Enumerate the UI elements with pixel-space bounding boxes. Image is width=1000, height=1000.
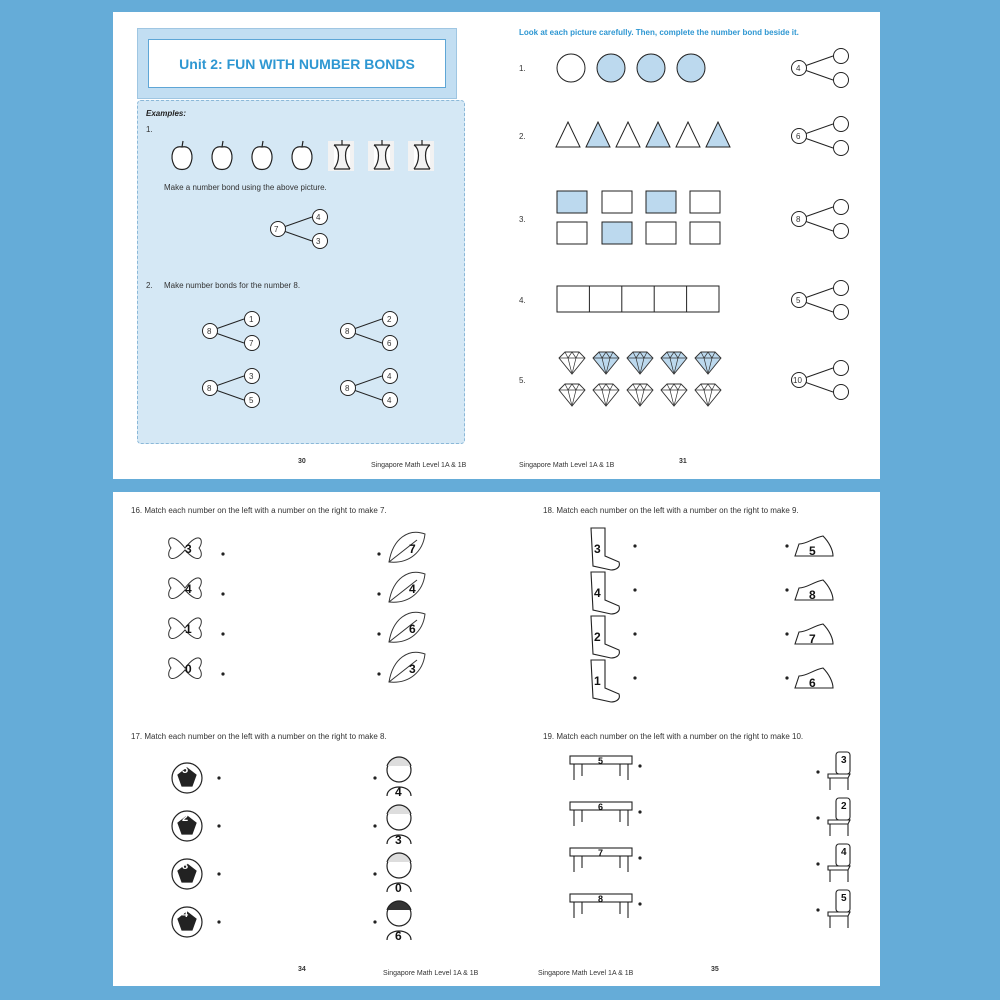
q17-right-number: 0 bbox=[395, 881, 402, 895]
q18-left-number: 2 bbox=[594, 630, 601, 644]
q19-right-number: 4 bbox=[841, 847, 847, 858]
apple-icon bbox=[212, 141, 232, 170]
question-number: 1. bbox=[519, 64, 526, 73]
bond-part: 4 bbox=[387, 372, 392, 381]
example-1-caption: Make a number bond using the above picture. bbox=[164, 183, 327, 192]
q17-right-number: 6 bbox=[395, 929, 402, 943]
right-page-instruction: Look at each picture carefully. Then, complete the number bond beside it. bbox=[519, 28, 799, 37]
example-2-bond-3 bbox=[202, 368, 272, 408]
page-number: 35 bbox=[711, 966, 719, 973]
q18-socks-shoes bbox=[583, 526, 843, 706]
bottom-worksheet-spread bbox=[113, 492, 880, 986]
example-1-number-bond bbox=[270, 207, 340, 247]
diamond-icon bbox=[559, 384, 585, 406]
page-footer: Singapore Math Level 1A & 1B bbox=[371, 462, 467, 469]
q19-right-number: 5 bbox=[841, 893, 847, 904]
bond-part: 6 bbox=[387, 339, 392, 348]
bond-whole: 10 bbox=[793, 376, 802, 385]
q16-right-number: 3 bbox=[409, 662, 416, 676]
q16-left-number: 3 bbox=[185, 542, 192, 556]
example-2-bond-2 bbox=[340, 311, 410, 351]
apples-picture bbox=[168, 139, 428, 179]
bond-part: 5 bbox=[249, 396, 254, 405]
examples-label: Examples: bbox=[146, 109, 187, 118]
number-bond-4 bbox=[791, 280, 861, 320]
diamond-icon bbox=[627, 384, 653, 406]
q17-left-number: 5 bbox=[182, 764, 189, 776]
q17-left-number: 4 bbox=[182, 908, 189, 920]
q16-right-number: 7 bbox=[409, 542, 416, 556]
unit-title-banner bbox=[137, 28, 457, 99]
leaf-icon bbox=[389, 532, 425, 562]
question-19-prompt: 19. Match each number on the left with a number on the right to make 10. bbox=[543, 732, 804, 741]
bar-squares-picture bbox=[556, 285, 726, 313]
page-number: 30 bbox=[298, 458, 306, 465]
bond-whole: 8 bbox=[207, 327, 212, 336]
number-bond-3 bbox=[791, 199, 861, 239]
q18-right-number: 6 bbox=[809, 676, 816, 690]
top-worksheet-spread bbox=[113, 12, 880, 479]
q19-left-number: 7 bbox=[598, 848, 604, 858]
triangles-picture bbox=[556, 120, 736, 150]
diamond-icon bbox=[695, 384, 721, 406]
bond-whole: 8 bbox=[345, 327, 350, 336]
q19-left-number: 6 bbox=[598, 802, 604, 812]
q17-right-number: 4 bbox=[395, 785, 402, 799]
bond-part: 7 bbox=[249, 339, 254, 348]
bond-whole: 6 bbox=[796, 132, 801, 141]
diamond-icon bbox=[661, 384, 687, 406]
q19-right-number: 3 bbox=[841, 755, 847, 766]
page-footer: Singapore Math Level 1A & 1B bbox=[538, 970, 634, 977]
q18-left-number: 3 bbox=[594, 542, 601, 556]
diamond-icon bbox=[593, 352, 619, 374]
page-number: 34 bbox=[298, 966, 306, 973]
diamond-icon bbox=[559, 352, 585, 374]
question-16-prompt: 16. Match each number on the left with a number on the right to make 7. bbox=[131, 506, 387, 515]
q19-tables-chairs bbox=[568, 752, 868, 932]
page-number: 31 bbox=[679, 458, 687, 465]
q17-left-number: 8 bbox=[182, 860, 189, 872]
bond-whole: 8 bbox=[796, 215, 801, 224]
rectangles-picture bbox=[556, 190, 726, 250]
bond-part: 1 bbox=[249, 315, 254, 324]
q16-left-number: 1 bbox=[185, 622, 192, 636]
q18-left-number: 1 bbox=[594, 674, 601, 688]
examples-panel bbox=[137, 100, 465, 444]
example-2-bond-1 bbox=[202, 311, 272, 351]
apple-icon bbox=[292, 141, 312, 170]
question-number: 4. bbox=[519, 296, 526, 305]
question-number: 3. bbox=[519, 215, 526, 224]
example-2-number: 2. bbox=[146, 281, 153, 290]
apple-core-icon bbox=[328, 140, 354, 171]
diamond-icon bbox=[695, 352, 721, 374]
bond-whole: 5 bbox=[796, 296, 801, 305]
question-18-prompt: 18. Match each number on the left with a number on the right to make 9. bbox=[543, 506, 799, 515]
question-number: 2. bbox=[519, 132, 526, 141]
q17-right-number: 3 bbox=[395, 833, 402, 847]
leaf-icon bbox=[389, 572, 425, 602]
bond-whole: 8 bbox=[345, 384, 350, 393]
q18-right-number: 5 bbox=[809, 544, 816, 558]
apple-icon bbox=[172, 141, 192, 170]
example-1-number: 1. bbox=[146, 125, 153, 134]
apple-icon bbox=[252, 141, 272, 170]
diamond-icon bbox=[661, 352, 687, 374]
diamonds-picture bbox=[556, 348, 726, 410]
bond-part: 4 bbox=[316, 213, 321, 222]
example-2-caption: Make number bonds for the number 8. bbox=[164, 281, 301, 290]
circles-picture bbox=[556, 52, 716, 84]
bond-part: 3 bbox=[249, 372, 254, 381]
bond-whole: 4 bbox=[796, 64, 801, 73]
leaf-icon bbox=[389, 612, 425, 642]
unit-title: Unit 2: FUN WITH NUMBER BONDS bbox=[148, 39, 446, 88]
apple-core-icon bbox=[408, 140, 434, 171]
diamond-icon bbox=[627, 352, 653, 374]
q17-balls-children bbox=[171, 750, 471, 940]
q16-butterflies-leaves bbox=[163, 528, 463, 708]
bond-part: 2 bbox=[387, 315, 392, 324]
number-bond-1 bbox=[791, 48, 861, 88]
q16-left-number: 0 bbox=[185, 662, 192, 676]
q19-left-number: 5 bbox=[598, 756, 604, 766]
q18-left-number: 4 bbox=[594, 586, 601, 600]
example-2-bond-4 bbox=[340, 368, 410, 408]
q18-right-number: 7 bbox=[809, 632, 816, 646]
bond-whole: 7 bbox=[274, 225, 279, 234]
apple-core-icon bbox=[368, 140, 394, 171]
leaf-icon bbox=[389, 652, 425, 682]
q16-left-number: 4 bbox=[185, 582, 192, 596]
q18-right-number: 8 bbox=[809, 588, 816, 602]
q17-left-number: 2 bbox=[182, 812, 189, 824]
q19-right-number: 2 bbox=[841, 801, 847, 812]
diamond-icon bbox=[593, 384, 619, 406]
page-footer: Singapore Math Level 1A & 1B bbox=[519, 462, 615, 469]
question-number: 5. bbox=[519, 376, 526, 385]
question-17-prompt: 17. Match each number on the left with a number on the right to make 8. bbox=[131, 732, 387, 741]
q16-right-number: 6 bbox=[409, 622, 416, 636]
bond-part: 3 bbox=[316, 237, 321, 246]
q19-left-number: 8 bbox=[598, 894, 604, 904]
q16-right-number: 4 bbox=[409, 582, 416, 596]
bond-whole: 8 bbox=[207, 384, 212, 393]
number-bond-2 bbox=[791, 116, 861, 156]
bond-part: 4 bbox=[387, 396, 392, 405]
page-footer: Singapore Math Level 1A & 1B bbox=[383, 970, 479, 977]
